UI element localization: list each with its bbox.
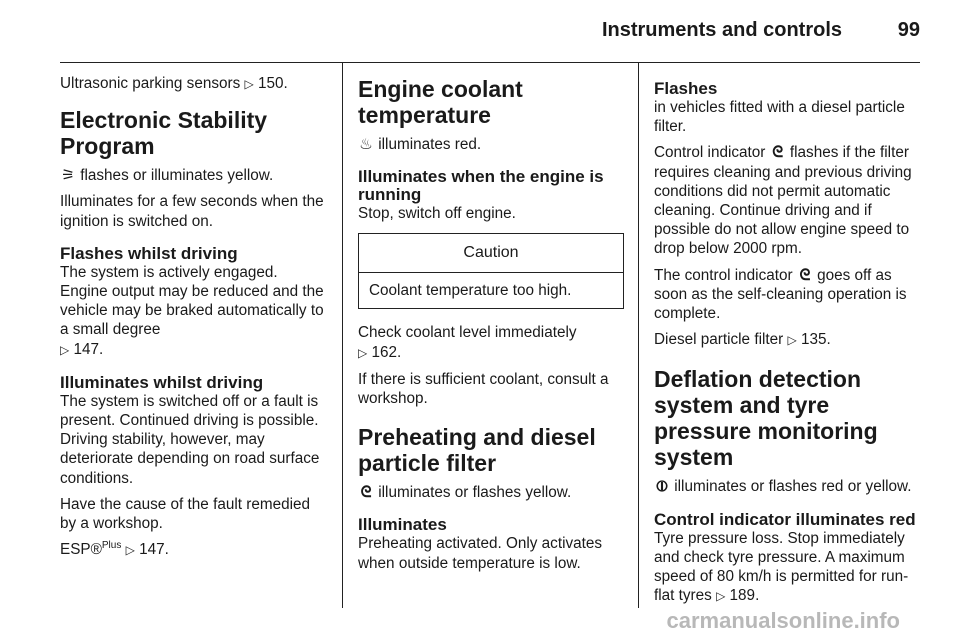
paragraph-workshop: Have the cause of the fault remedied by a workshop. xyxy=(60,495,311,533)
paragraph-sufficient-coolant: If there is sufficient coolant, consult a workshop. xyxy=(358,370,609,408)
reference-arrow-icon: ▷ xyxy=(716,589,726,604)
heading-indicator-red: Control indicator illuminates red xyxy=(654,509,916,529)
paragraph-goes-off: The control indicator ᘓ goes off as soon as the self-cleaning operation is complete. xyxy=(654,266,907,323)
page-header xyxy=(60,0,920,63)
page-reference[interactable]: 147. xyxy=(139,541,169,559)
column-divider xyxy=(342,62,343,608)
paragraph-flashes: in vehicles fitted with a diesel particle filter. xyxy=(654,99,905,136)
heading-preheating: Preheating and diesel particle filter xyxy=(358,424,596,477)
heading-flashes: Flashes xyxy=(654,79,718,98)
paragraph-control-indicator: Control indicator ᘓ flashes if the filter requires cleaning and previous driving conditions did not permit automatic cleaning. Continue driving and if possible do not allow engine speed to drop below 2000 rpm. xyxy=(654,144,912,258)
reference-arrow-icon: ▷ xyxy=(787,333,797,348)
heading-esp: Electronic Stability Program xyxy=(60,107,268,160)
column-2 xyxy=(358,62,624,608)
paragraph-tyre-pressure: ⦶ illuminates or flashes red or yellow. xyxy=(654,477,922,496)
heading-illuminates-driving: Illuminates whilst driving xyxy=(60,372,264,392)
coolant-icon: ♨ xyxy=(359,136,373,153)
column-divider xyxy=(638,62,639,608)
page-reference[interactable]: 147. xyxy=(73,340,104,358)
paragraph-esp: ⚞ flashes or illuminates yellow. xyxy=(61,167,274,185)
column-3 xyxy=(654,62,922,608)
paragraph-flashes-driving: The system is actively engaged. Engine output may be reduced and the vehicle may be braked automatically to a small degree ▷ 147. xyxy=(60,263,324,358)
page-reference[interactable]: 162. xyxy=(371,343,402,361)
heading-flashes-driving: Flashes whilst driving xyxy=(60,243,238,263)
paragraph-ignition: Illuminates for a few seconds when the ignition is switched on. xyxy=(60,193,324,230)
heading-coolant: Engine coolant temperature xyxy=(358,76,523,128)
reference-arrow-icon: ▷ xyxy=(358,345,368,360)
caution-title: Caution xyxy=(359,234,623,273)
paragraph-coolant: ♨ illuminates red. xyxy=(359,136,482,153)
paragraph-illuminates-driving: The system is switched off or a fault is present. Continued driving is possible. Driving stability, however, may deteriorate depending on road surface conditions. xyxy=(60,392,320,487)
heading-engine-running: Illuminates when the engine is running xyxy=(358,167,604,205)
glow-plug-icon: ᘓ xyxy=(772,144,784,162)
page-reference[interactable]: 135. xyxy=(800,331,831,349)
page-number: 99 xyxy=(897,19,920,41)
column-1 xyxy=(60,62,326,608)
heading-illuminates: Illuminates xyxy=(358,515,447,535)
heading-deflation: Deflation detection system and tyre pressure monitoring system xyxy=(654,366,878,471)
caution-text: Coolant temperature too high. xyxy=(369,282,572,300)
paragraph-esp-plus: ESP®$^{Plus}$ ▷ 147. xyxy=(60,540,169,559)
paragraph-indicator-red: Tyre pressure loss. Stop immediately and check tyre pressure. A maximum speed of 80 km/h is permitted for run-flat tyres ▷ 189. xyxy=(654,529,909,605)
page-reference[interactable]: 189. xyxy=(729,587,760,605)
glow-plug-icon: ᘓ xyxy=(360,484,372,502)
esp-icon: ⚞ xyxy=(61,167,75,185)
watermark: carmanualsonline.info xyxy=(666,608,900,633)
section-title: Instruments and controls xyxy=(601,19,842,41)
page-reference[interactable]: 150. xyxy=(257,75,288,92)
paragraph-check-coolant: Check coolant level immediately ▷ 162. xyxy=(358,324,577,361)
paragraph-dpf: Diesel particle filter ▷ 135. xyxy=(654,331,831,349)
reference-arrow-icon: ▷ xyxy=(125,543,135,558)
paragraph-stop: Stop, switch off engine. xyxy=(358,205,516,223)
reference-arrow-icon: ▷ xyxy=(244,77,254,91)
caution-box xyxy=(358,233,624,309)
tyre-pressure-icon: ⦶ xyxy=(656,478,668,496)
paragraph-preheating-active: Preheating activated. Only activates when outside temperature is low. xyxy=(358,535,603,572)
glow-plug-icon: ᘓ xyxy=(799,266,811,284)
paragraph-preheating: ᘓ illuminates or flashes yellow. xyxy=(358,483,624,502)
paragraph-ultrasonic: Ultrasonic parking sensors ▷ 150. xyxy=(60,75,288,92)
reference-arrow-icon: ▷ xyxy=(60,342,70,357)
